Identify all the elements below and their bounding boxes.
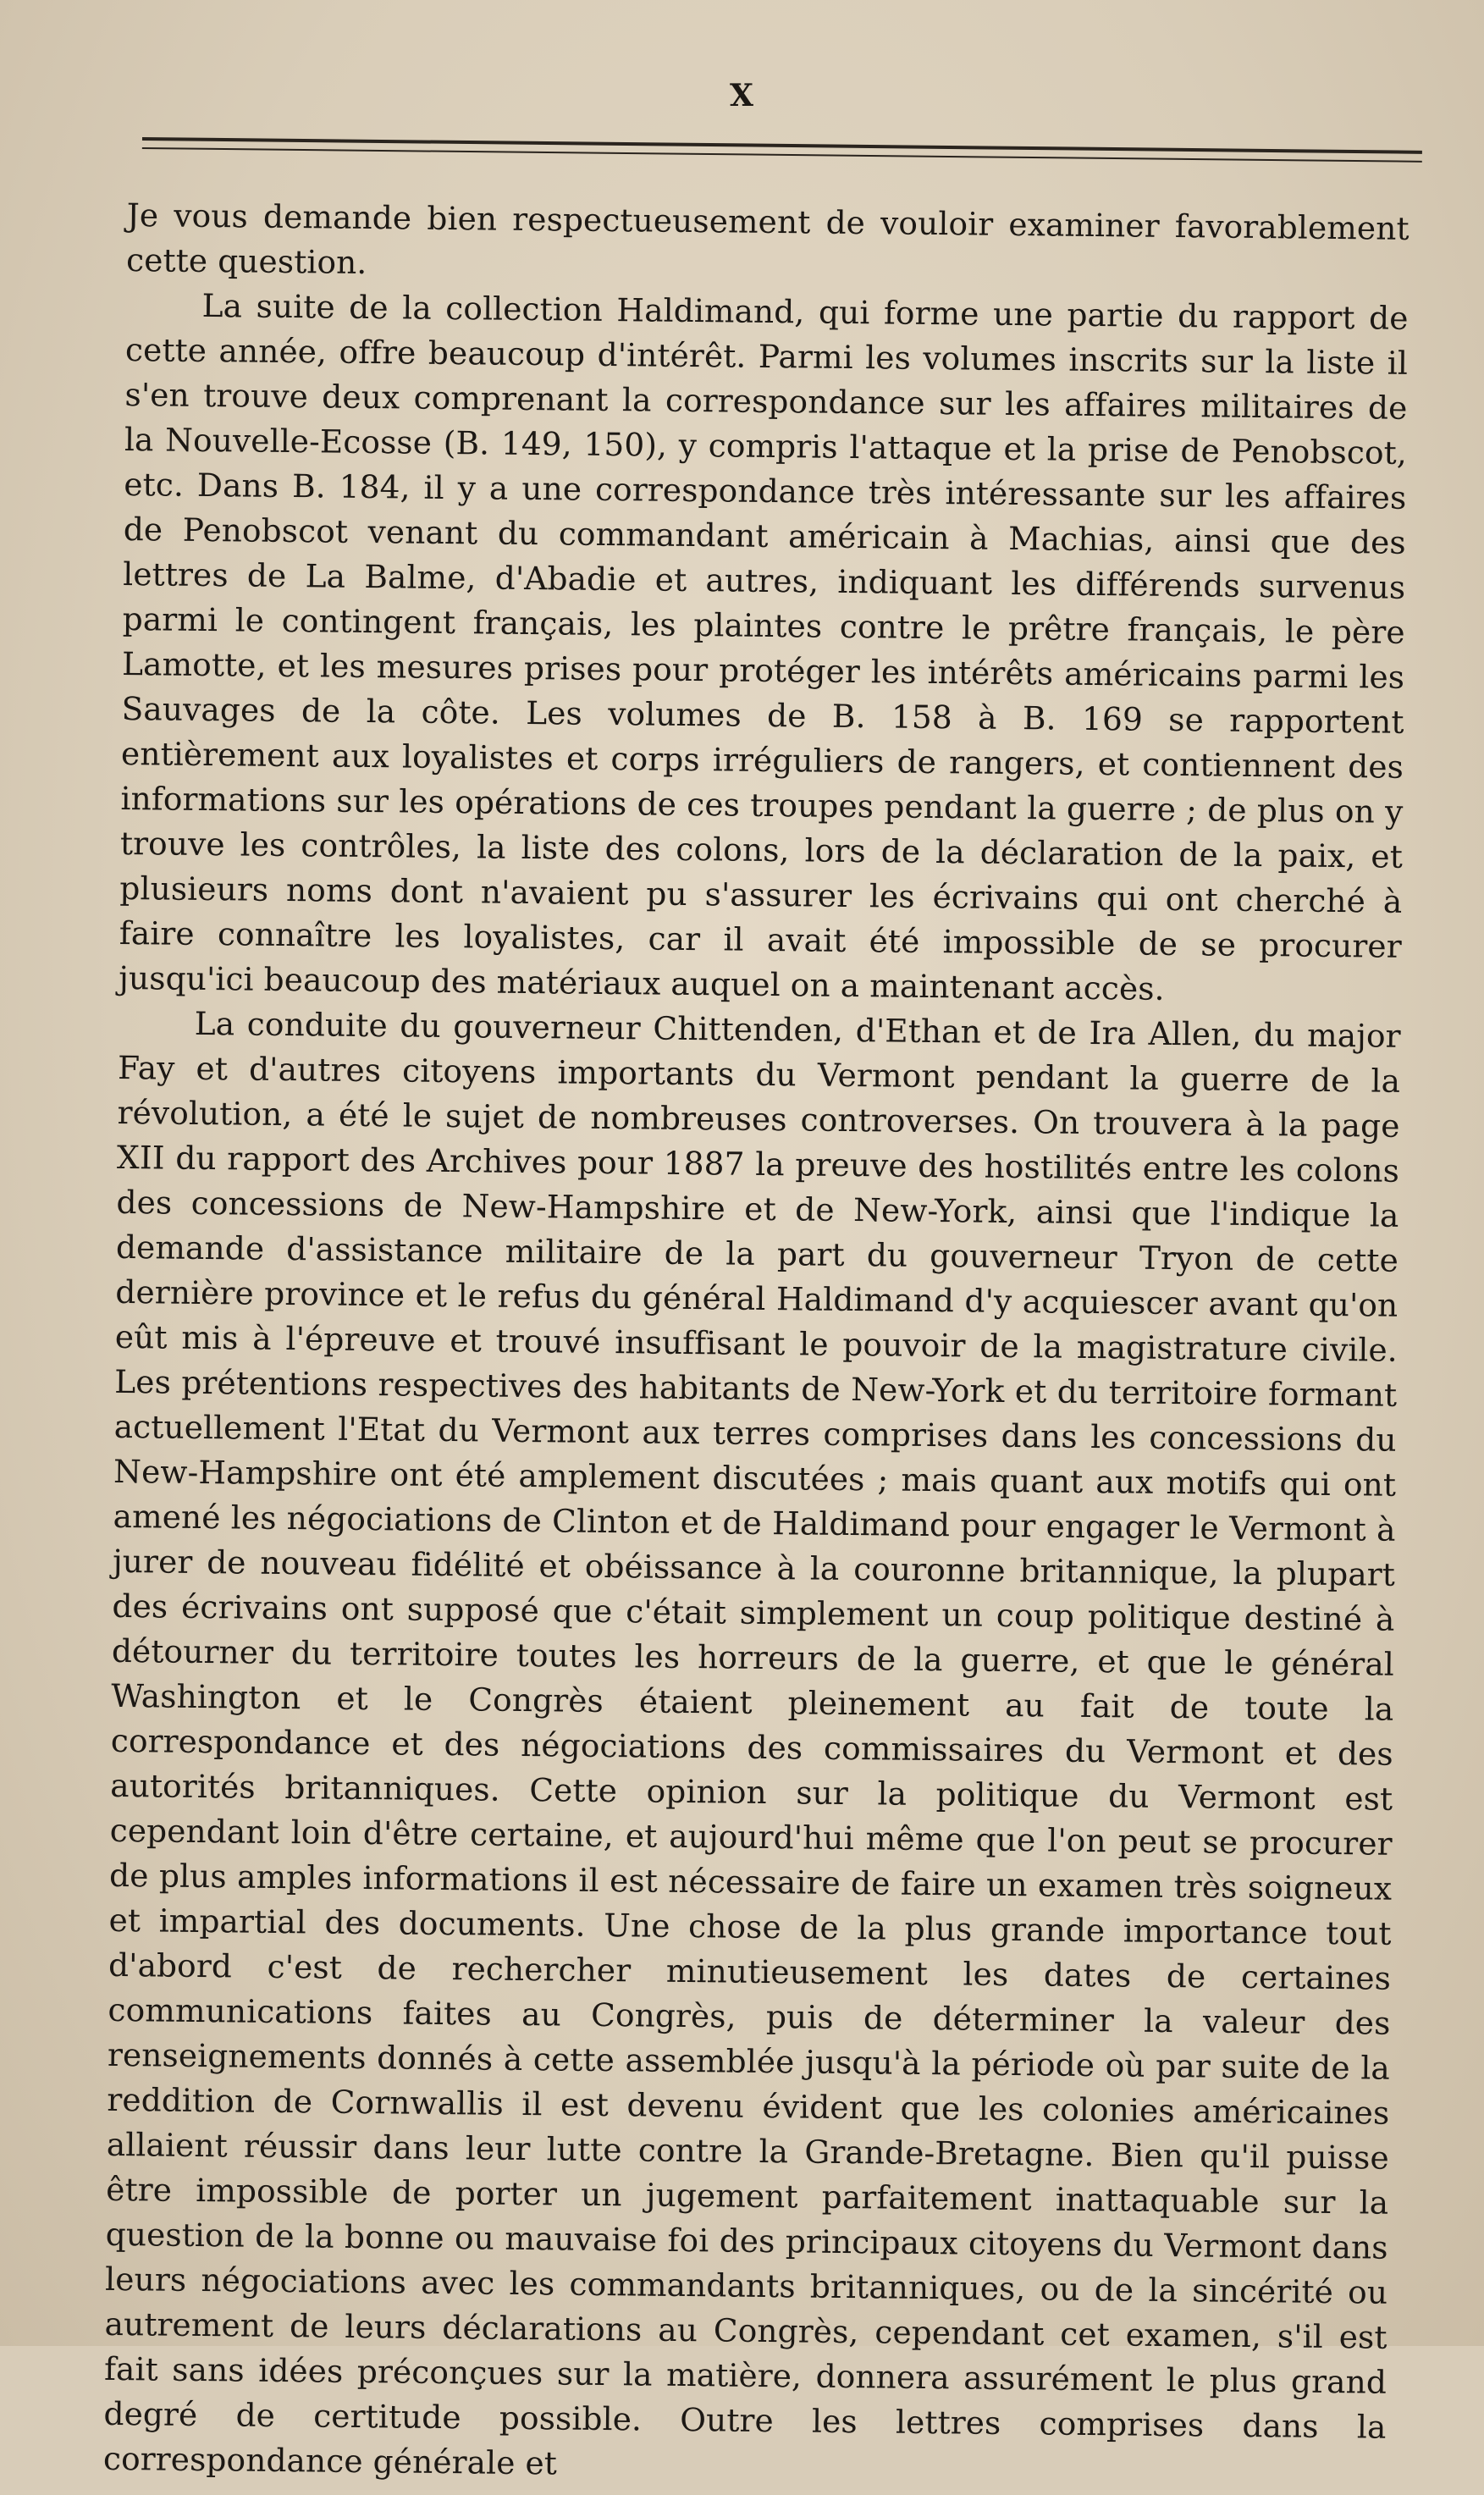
body-text xyxy=(102,193,1410,2482)
paragraph-continuation: Je vous demande bien respectueusement de vouloir examiner favorablement cette question. xyxy=(125,196,1410,281)
paragraph-haldimand-collection: La suite de la collection Haldimand, qui forme une partie du rapport de cette année, offre beaucoup d'intérêt. Parmi les volumes inscrits sur la liste il s'en trouve deux comprenant la correspondance sur les affaires militaires de la Nouvelle-Ecosse (B. 149, 150), y compris l'attaque et la prise de Penobscot, etc. Dans B. 184, il y a une correspondance très intéressante sur les affaires de Penobscot venant du commandant américain à Machias, ainsi que des lettres de La Balme, d'Abadie et autres, indiquant les différends survenus parmi le contingent français, les plaintes contre le prêtre français, le père Lamotte, et les mesures prises pour protéger les intérêts américains parmi les Sauvages de la côte. Les volumes de B. 158 à B. 169 se rapportent entièrement aux loyalistes et corps irréguliers de rangers, et contiennent des informations sur les opérations de ces troupes pendant la guerre ; de plus on y trouve les contrôles, la liste des colons, lors de la déclaration de la paix, et plusieurs noms dont n'avaient pu s'assurer les écrivains qui ont cherché à faire connaître les loyalistes, car il avait été impossible de se procurer jusqu'ici beaucoup des matériaux auquel on a maintenant accès. xyxy=(119,286,1409,1007)
header-rule-thick xyxy=(142,137,1422,154)
header-rule xyxy=(142,137,1422,176)
paragraph-vermont-conduct: La conduite du gouverneur Chittenden, d'Ethan et de Ira Allen, du major Fay et d'autres citoyens importants du Vermont pendant la guerre de la révolution, a été le sujet de nombreuses controverses. On trouvera à la page XII du rapport des Archives pour 1887 la preuve des hostilités entre les colons des concessions de New-Hampshire et de New-York, ainsi que l'indique la demande d'assistance militaire de la part du gouverneur Tryon de cette dernière province et le refus du général Haldimand d'y acquiescer avant qu'on eût mis à l'épreuve et trouvé insuffisant le pouvoir de la magistrature civile. Les prétentions respectives des habitants de New-York et du territoire formant actuellement l'Etat du Vermont aux terres comprises dans les concessions du New-Hampshire ont été amplement discutées ; mais quant aux motifs qui ont amené les négociations de Clinton et de Haldimand pour engager le Vermont à jurer de nouveau fidélité et obéissance à la couronne britannique, la plupart des écrivains ont supposé que c'était simplement un coup politique destiné à détourner du territoire toutes les horreurs de la guerre, et que le général Washington et le Congrès étaient pleinement au fait de toute la correspondance et des négociations des commissaires du Vermont et des autorités britanniques. Cette opinion sur la politique du Vermont est cependant loin d'être certaine, et aujourd'hui même que l'on peut se procurer de plus amples informations il est nécessaire de faire un examen très soigneux et impartial des documents. Une chose de la plus grande importance tout d'abord c'est de rechercher minutieusement les dates de certaines communications faites au Congrès, puis de déterminer la valeur des renseignements donnés à cette assemblée jusqu'à la période où par suite de la reddition de Cornwallis il est devenu évident que les colonies américaines allaient réussir dans leur lutte contre la Grande-Bretagne. Bien qu'il puisse être impossible de porter un jugement parfaitement inattaquable sur la question de la bonne ou mauvaise foi des principaux citoyens du Vermont dans leurs négociations avec les commandants britanniques, ou de la sincérité ou autrement de leurs déclarations au Congrès, cependant cet examen, s'il est fait sans idées préconçues sur la matière, donnera assurément le plus grand degré de certitude possible. Outre les lettres comprises dans la correspondance générale et xyxy=(102,1004,1401,2482)
page-number: X xyxy=(730,78,754,113)
